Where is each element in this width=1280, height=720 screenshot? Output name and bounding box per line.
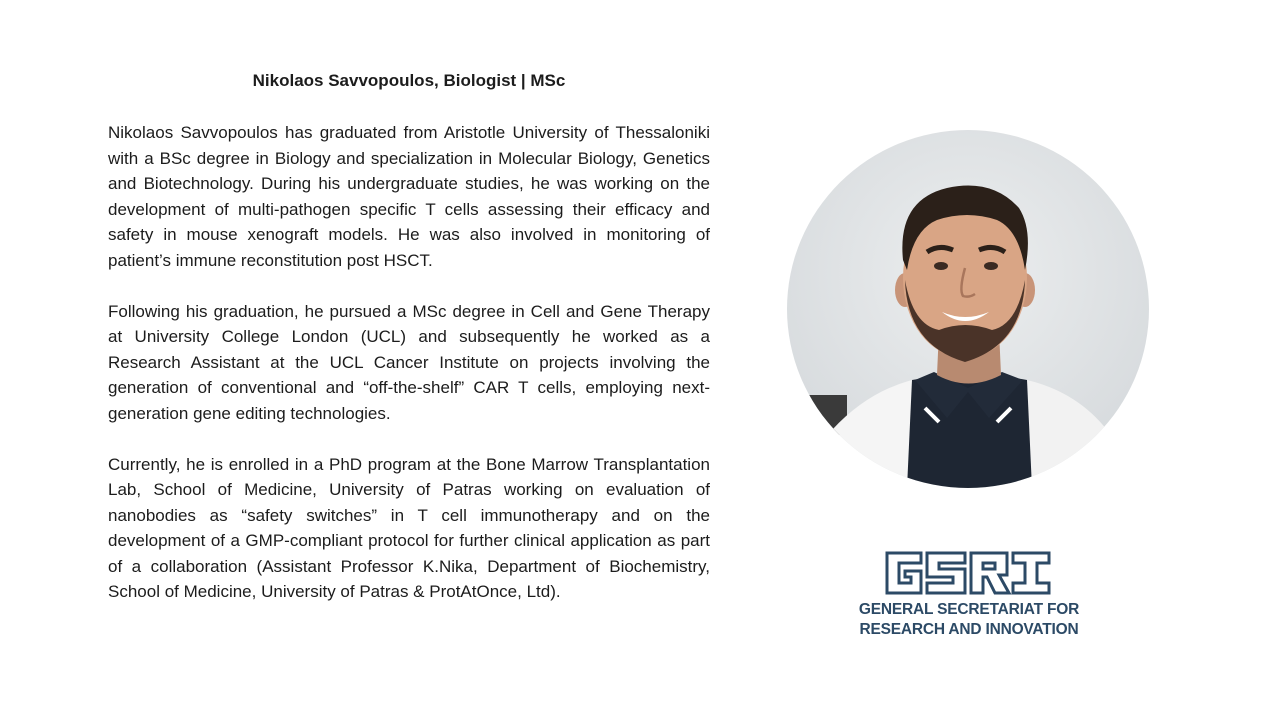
logo-text-line-1: GENERAL SECRETARIAT FOR [858, 601, 1080, 618]
bio-paragraph-3: Currently, he is enrolled in a PhD program at the Bone Marrow Transplantation Lab, School of Medicine, University of Patras working on evaluation of nanobodies as “safety switches” in T cell immunotherapy and on the development of a GMP-compliant protocol for further clinical application as part of a collaboration (Assistant Professor K.Nika, Department of Biochemistry, School of Medicine, University of Patras & ProtAtOnce, Ltd). [108, 454, 710, 601]
gsri-logo-mark [883, 549, 1053, 597]
logo-text-line-2: RESEARCH AND INNOVATION [859, 621, 1079, 638]
portrait-photo [787, 130, 1149, 488]
biography [108, 120, 710, 630]
bio-paragraph-2: Following his graduation, he pursued a MSc degree in Cell and Gene Therapy at University College London (UCL) and subsequently he worked as a Research Assistant at the UCL Cancer Institute on projects involving the generation of conventional and “off-the-shelf” CAR T cells, employing next-generation gene editing technologies. [108, 301, 710, 423]
gsri-logo [855, 545, 1083, 645]
bio-paragraph-1: Nikolaos Savvopoulos has graduated from Aristotle University of Thessaloniki with a BSc degree in Biology and specialization in Molecular Biology, Genetics and Biotechnology. During his undergraduate studies, he was working on the development of multi-pathogen specific T cells assessing their efficacy and safety in mouse xenograft models. He was also involved in monitoring of patient’s immune reconstitution post HSCT. [108, 123, 710, 270]
page-title: Nikolaos Savvopoulos, Biologist | MSc [252, 71, 566, 90]
